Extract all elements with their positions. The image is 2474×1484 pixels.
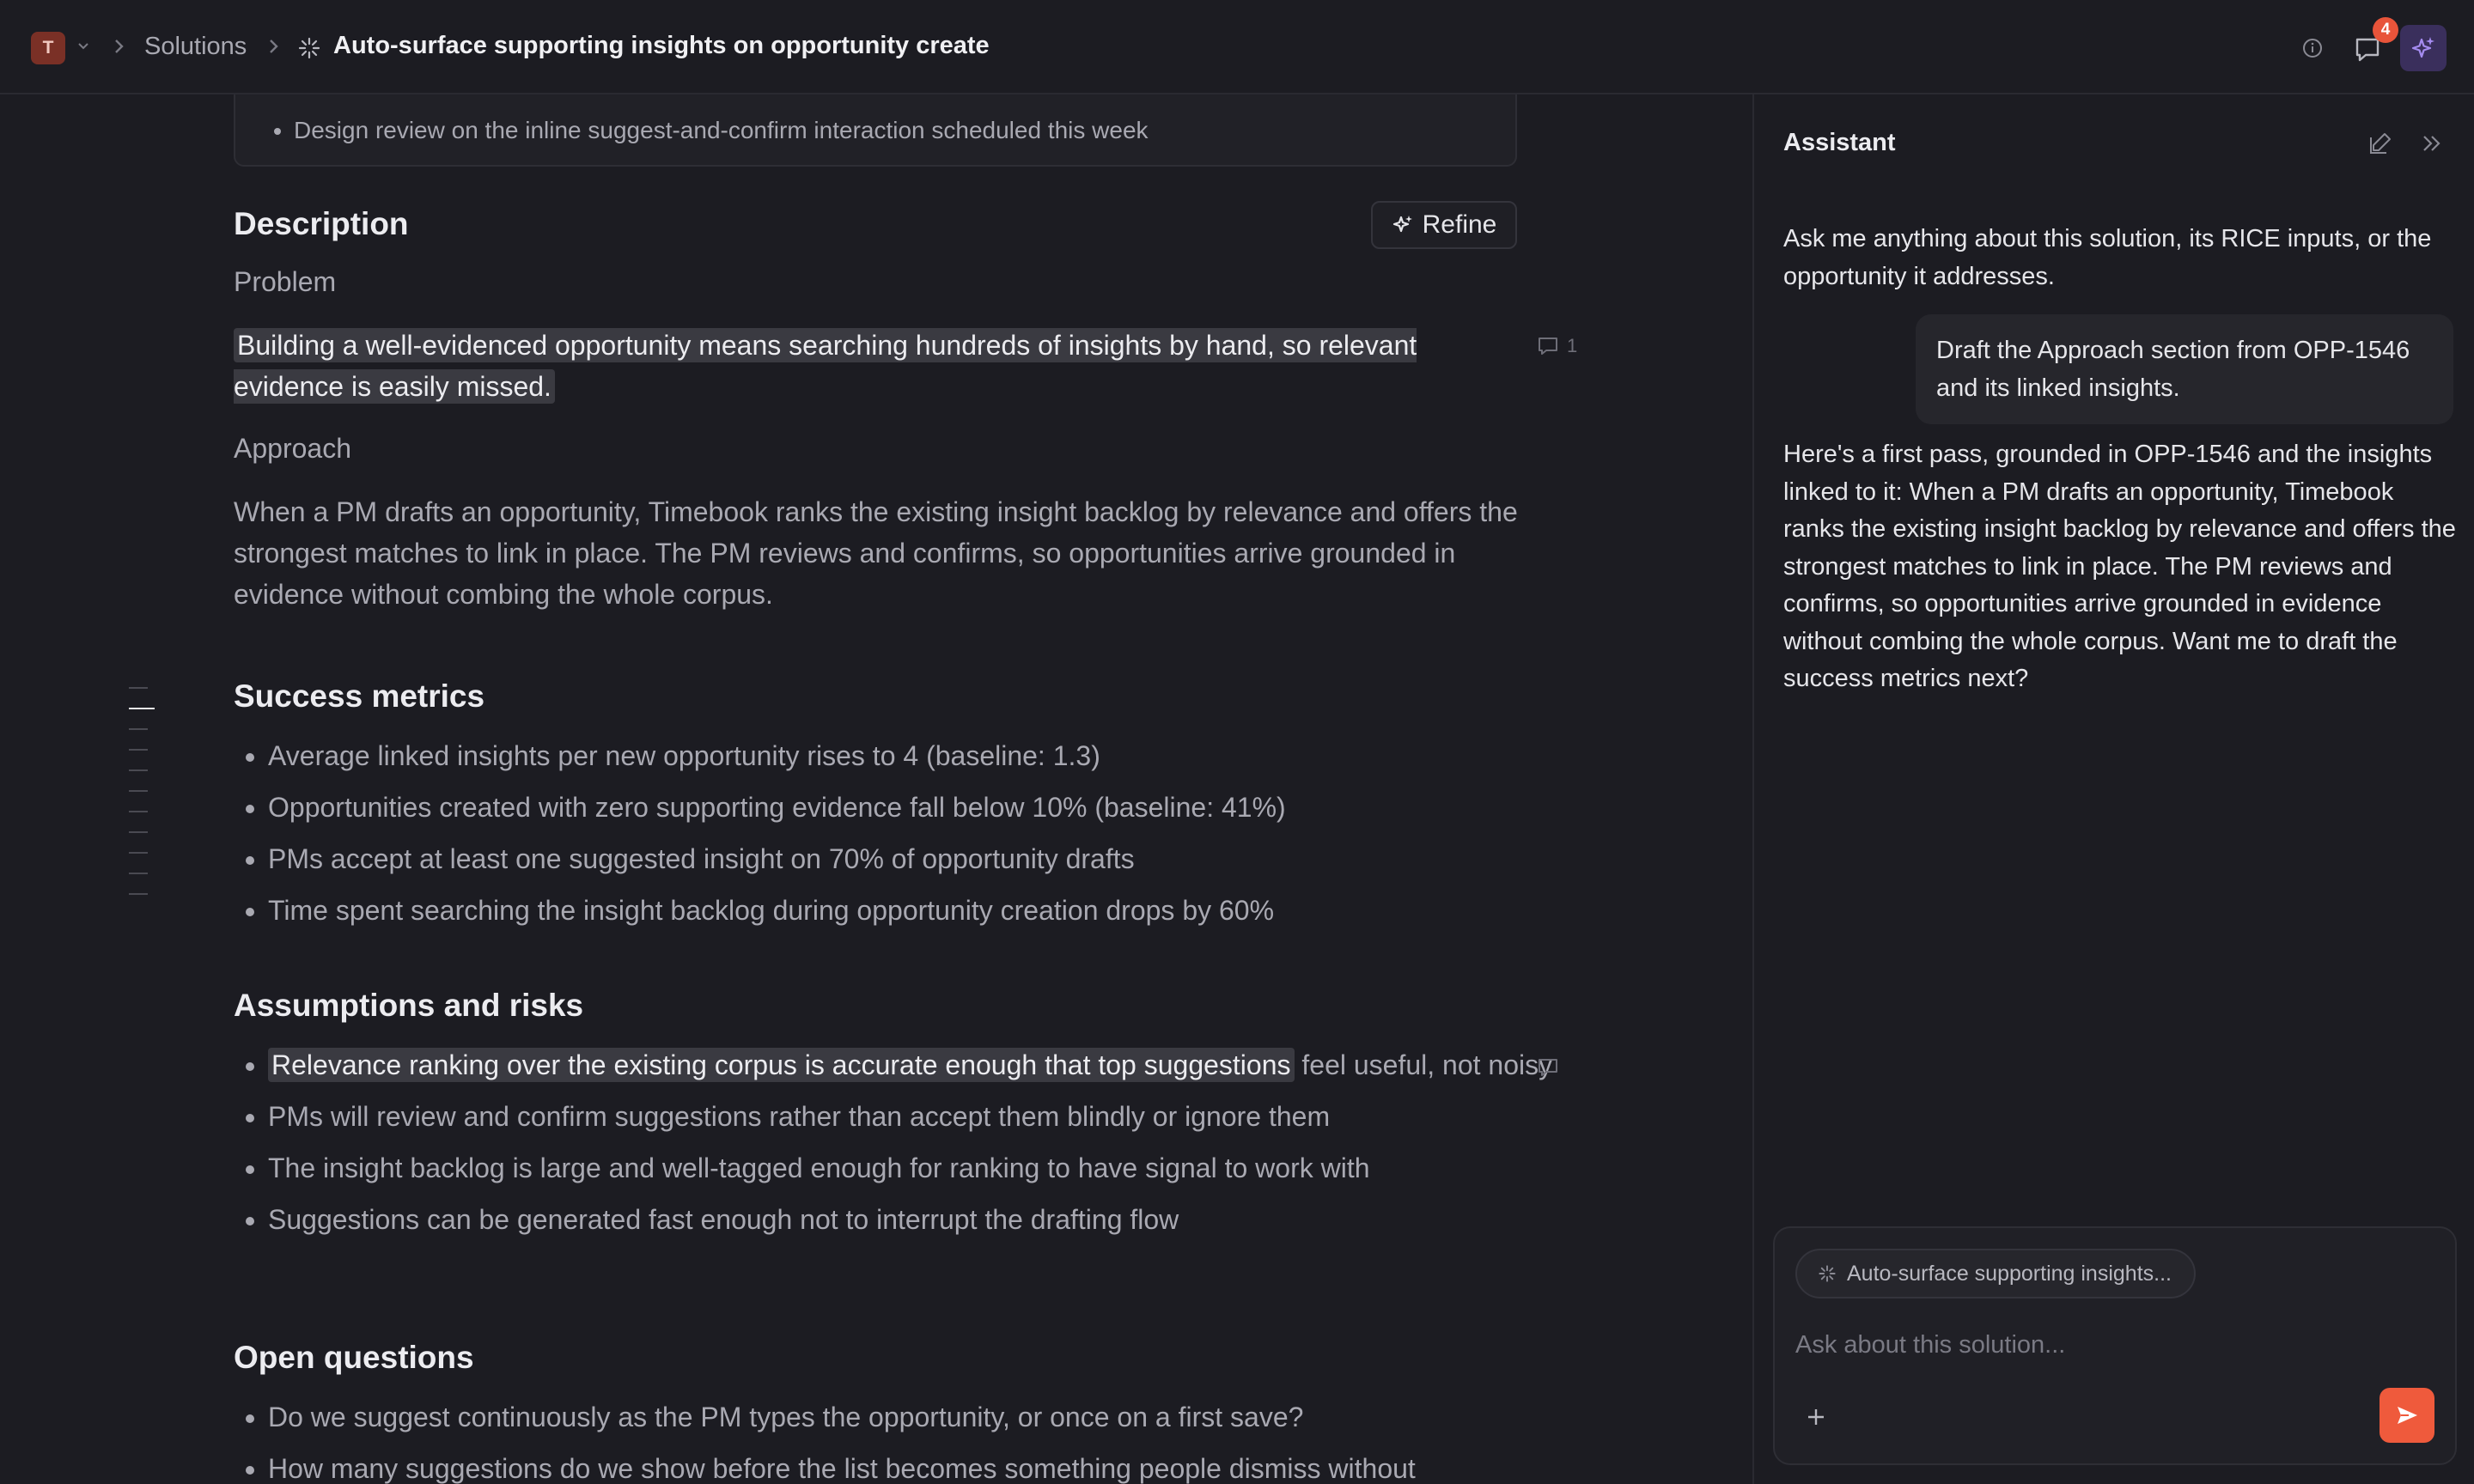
open-questions-heading: Open questions: [234, 1340, 474, 1375]
refine-button[interactable]: [1371, 201, 1517, 249]
collapse-panel-icon[interactable]: [2419, 131, 2445, 156]
toc-line[interactable]: [129, 893, 148, 895]
notification-badge: [2373, 17, 2398, 43]
problem-paragraph[interactable]: [234, 325, 1522, 407]
chevron-down-icon[interactable]: [76, 38, 91, 53]
chat-composer: [1773, 1226, 2457, 1465]
toc-line[interactable]: [129, 749, 148, 751]
callout-item: • Design review on the inline suggest-and-confirm interaction scheduled this week: [294, 117, 1149, 144]
document-body: [0, 94, 1752, 1484]
notes-callout: [234, 94, 1517, 167]
problem-subheading: Problem: [234, 266, 337, 297]
sparkle-icon: [297, 36, 321, 60]
workspace-initial: T: [42, 38, 54, 58]
user-message-bubble: Draft the Approach section from OPP-1546 and its linked insights.: [1916, 314, 2453, 424]
ai-sparkle-icon: [2410, 34, 2437, 62]
success-metrics-list: [234, 735, 1574, 941]
toc-line[interactable]: [129, 811, 148, 812]
assistant-reply-message: Here's a first pass, grounded in OPP-1546 and the insights linked to it: When a PM drafts an opportunity, Timebook ranks the existing insight backlog by relevance and offers the strongest matches to link in place. The PM reviews and confirms, so opportunities arrive grounded in evidence without combing the whole corpus. Want me to draft the success metrics next?: [1783, 441, 2456, 692]
chevron-right-icon: [110, 36, 127, 57]
list-item[interactable]: • Average linked insights per new opportunity rises to 4 (baseline: 1.3): [268, 735, 1574, 776]
send-icon: [2394, 1402, 2420, 1428]
success-metrics-heading: Success metrics: [234, 678, 485, 714]
problem-highlight[interactable]: Building a well-evidenced opportunity means searching hundreds of insights by hand, so relevant evidence is easily missed.: [234, 330, 1417, 402]
breadcrumb-current-title: Auto-surface supporting insights on opportunity create: [333, 32, 990, 59]
add-attachment-icon[interactable]: [1804, 1405, 1828, 1429]
assistant-toggle-button[interactable]: [2400, 25, 2447, 71]
toc-line[interactable]: [129, 831, 148, 833]
breadcrumb-solutions[interactable]: Solutions: [144, 33, 247, 60]
toc-line[interactable]: [129, 687, 148, 689]
list-item[interactable]: [268, 1044, 1574, 1086]
list-item[interactable]: • Opportunities created with zero supporting evidence fall below 10% (baseline: 41%): [268, 787, 1574, 828]
toc-line[interactable]: [129, 790, 148, 792]
chevron-right-icon: [265, 36, 282, 57]
context-chip[interactable]: [1795, 1249, 2196, 1298]
comment-icon: [1536, 335, 1560, 357]
assistant-intro-message: Ask me anything about this solution, its RICE inputs, or the opportunity it addresses.: [1783, 225, 2432, 290]
toc-line[interactable]: [129, 852, 148, 854]
assumptions-heading: Assumptions and risks: [234, 988, 584, 1023]
toc-line[interactable]: [129, 873, 148, 874]
list-item[interactable]: • PMs accept at least one suggested insight on 70% of opportunity drafts: [268, 838, 1574, 879]
list-item[interactable]: • The insight backlog is large and well-tagged enough for ranking to have signal to work with: [268, 1147, 1574, 1189]
sparkle-icon: [1392, 214, 1414, 236]
list-item[interactable]: • How many suggestions do we show before the list becomes something people dismiss without: [268, 1448, 1574, 1484]
refine-label: Refine: [1422, 210, 1497, 239]
top-bar: [0, 0, 2474, 94]
send-button[interactable]: [2380, 1388, 2434, 1443]
assumptions-list: [234, 1044, 1574, 1250]
list-item[interactable]: • Time spent searching the insight backlog during opportunity creation drops by 60%: [268, 890, 1574, 931]
toc-line[interactable]: [129, 769, 148, 771]
list-item[interactable]: • Suggestions can be generated fast enough not to interrupt the drafting flow: [268, 1199, 1574, 1240]
risk-rest: feel useful, not noisy: [1294, 1049, 1553, 1080]
info-icon[interactable]: [2300, 36, 2325, 60]
notification-count: 4: [2380, 21, 2391, 39]
assistant-panel: [1752, 94, 2474, 1484]
list-item[interactable]: • Do we suggest continuously as the PM types the opportunity, or once on a first save?: [268, 1396, 1574, 1438]
risk-comment-indicator[interactable]: [1536, 1056, 1560, 1079]
comment-icon: [1536, 1056, 1560, 1079]
risk-highlight[interactable]: Relevance ranking over the existing corpus is accurate enough that top suggestions: [268, 1048, 1295, 1082]
open-questions-list: [234, 1396, 1574, 1484]
toc-line[interactable]: [129, 728, 148, 730]
comment-count: 1: [1567, 335, 1578, 356]
approach-subheading: Approach: [234, 433, 351, 464]
ask-input[interactable]: [1795, 1331, 2431, 1359]
context-chip-label: Auto-surface supporting insights...: [1847, 1261, 2172, 1286]
toc-line-active[interactable]: [129, 708, 155, 709]
problem-comment-indicator[interactable]: [1536, 335, 1577, 357]
description-heading: Description: [234, 206, 409, 241]
workspace-avatar[interactable]: [31, 32, 65, 64]
assistant-title: Assistant: [1783, 129, 1896, 156]
new-chat-icon[interactable]: [2367, 131, 2393, 156]
list-item[interactable]: • PMs will review and confirm suggestions rather than accept them blindly or ignore them: [268, 1096, 1574, 1137]
table-of-contents-minimap[interactable]: [129, 687, 155, 914]
approach-paragraph[interactable]: When a PM drafts an opportunity, Timebook ranks the existing insight backlog by relevance and offers the strongest matches to link in place. The PM reviews and confirms, so opportunities arrive grounded in evidence without combing the whole corpus.: [234, 496, 1518, 610]
sparkle-icon: [1818, 1264, 1837, 1283]
